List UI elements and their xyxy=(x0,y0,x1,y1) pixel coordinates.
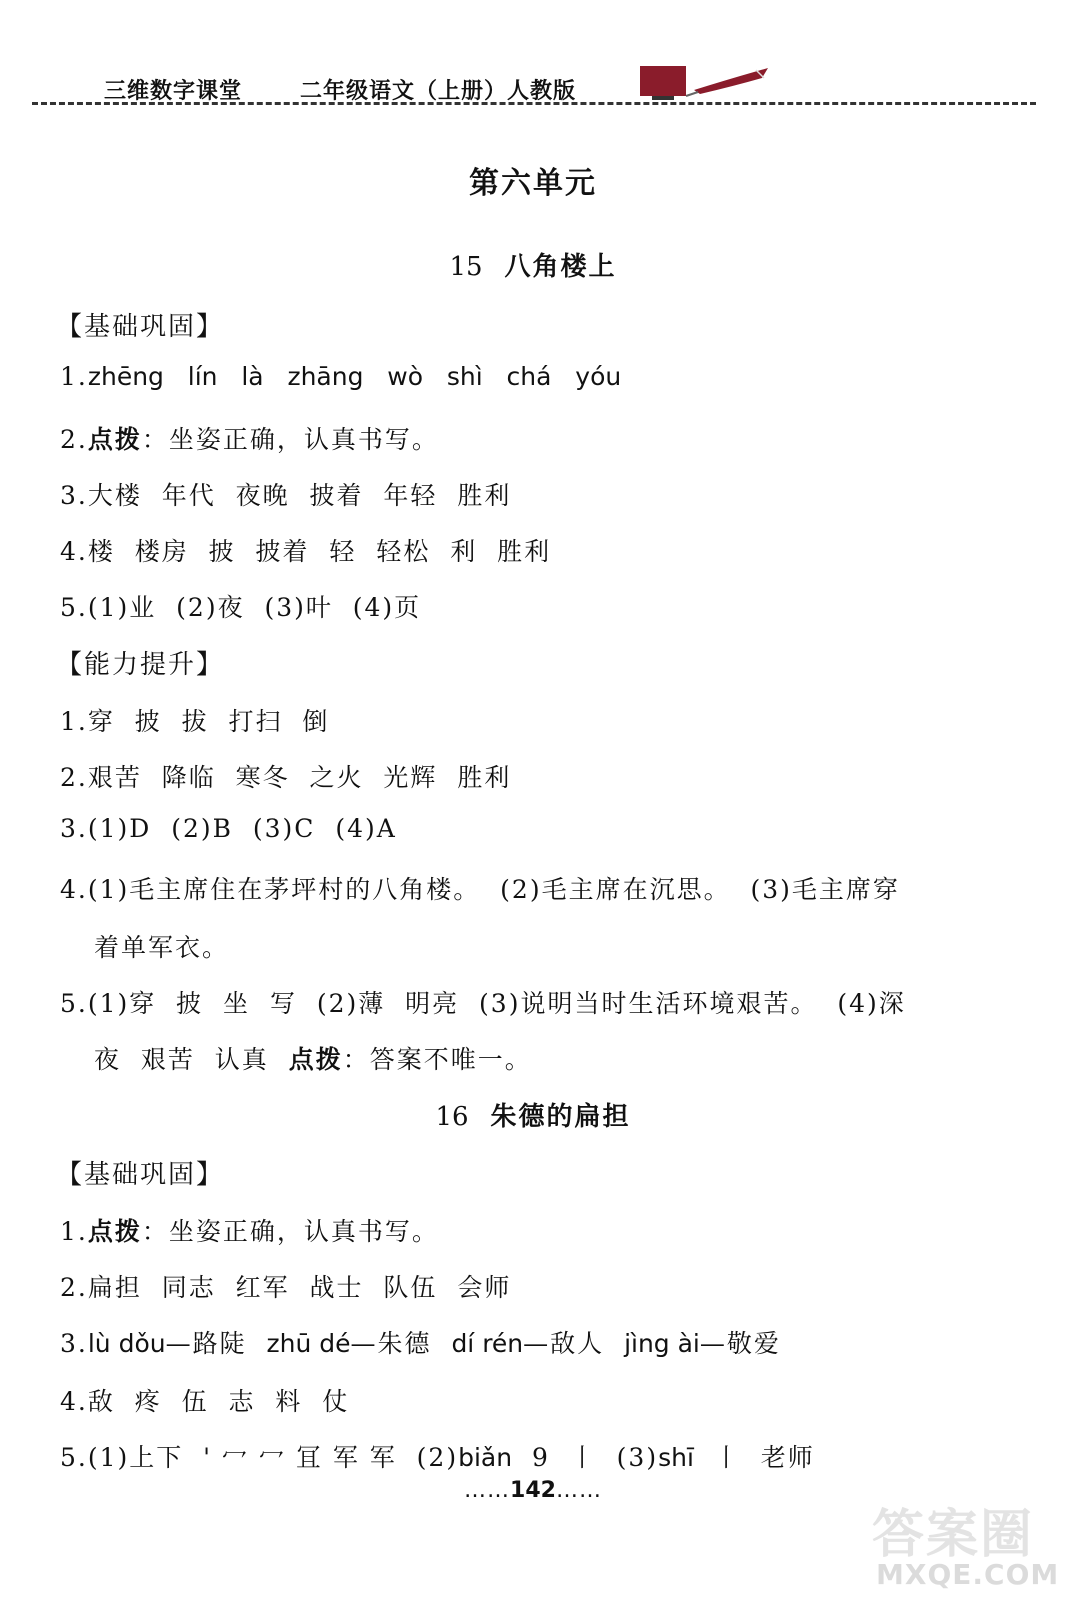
answer-text: ：坐姿正确，认真书写。 xyxy=(141,425,439,454)
answer-text: 9 丨 (3) xyxy=(512,1443,659,1472)
lesson-name: 朱德的扁担 xyxy=(490,1102,631,1132)
pinyin-answers: zhēng lín là zhāng wò shì chá yóu xyxy=(87,362,622,391)
header-book-title: 二年级语文（上册）人教版 xyxy=(300,79,577,104)
lesson-number: 16 xyxy=(435,1102,469,1132)
unit-title: 第六单元 xyxy=(469,166,597,201)
pinyin: lù dǒu xyxy=(87,1329,166,1358)
section-basic-16: 【基础巩固】 xyxy=(56,1160,225,1190)
answer-number: 1. xyxy=(60,362,88,391)
answer-number: 3. xyxy=(60,1329,88,1358)
answer-line: 5.(1)穿 披 坐 写 (2)薄 明亮 (3)说明当时生活环境艰苦。 (4)深 xyxy=(60,989,906,1018)
answer-line xyxy=(60,420,439,456)
answer-text: —路陡 xyxy=(165,1329,267,1358)
answer-number: 1. xyxy=(60,1217,88,1246)
tip-label: 点拨 xyxy=(288,1045,343,1074)
lesson-16-title xyxy=(0,1096,1066,1133)
lesson-name: 八角楼上 xyxy=(504,252,617,282)
page-header xyxy=(32,68,1036,108)
lesson-15-title xyxy=(0,246,1066,283)
pinyin: zhū dé xyxy=(266,1329,351,1358)
pinyin: dí rén xyxy=(451,1329,524,1358)
section-basic-15: 【基础巩固】 xyxy=(56,312,225,342)
answer-text: —朱德 xyxy=(350,1329,452,1358)
answer-text: —敬爱 xyxy=(699,1329,781,1358)
answer-line: 2.扁担 同志 红军 战士 队伍 会师 xyxy=(60,1273,512,1302)
footer-dots: …… xyxy=(464,1478,511,1503)
footer-dots: …… xyxy=(555,1478,602,1503)
lesson-number: 15 xyxy=(449,252,483,282)
header-brand: 三维数字课堂 xyxy=(104,79,243,104)
watermark-cn: 答案圈 xyxy=(872,1505,1035,1565)
pinyin: jìng ài xyxy=(624,1329,700,1358)
watermark-site: MXQE.COM xyxy=(876,1558,1060,1591)
section-ability-15: 【能力提升】 xyxy=(56,650,225,680)
answer-text: (2) xyxy=(396,1443,459,1472)
answer-line: 4.(1)毛主席住在茅坪村的八角楼。 (2)毛主席在沉思。 (3)毛主席穿 xyxy=(60,875,900,904)
answer-line: 1.穿 披 拔 打扫 倒 xyxy=(60,707,330,736)
tip-label: 点拨 xyxy=(87,425,142,454)
answer-line-continued xyxy=(94,1040,532,1076)
pinyin: shī xyxy=(658,1443,694,1472)
tip-label: 点拨 xyxy=(87,1217,142,1246)
stroke-order: ' 冖 冖 冝 军 军 xyxy=(203,1443,397,1472)
answer-line: 3.大楼 年代 夜晚 披着 年轻 胜利 xyxy=(60,481,512,510)
answer-text: 夜 艰苦 认真 xyxy=(94,1045,289,1074)
answer-line xyxy=(60,1324,781,1360)
answer-line: 5.(1)业 (2)夜 (3)叶 (4)页 xyxy=(60,593,422,622)
answer-text: ：坐姿正确，认真书写。 xyxy=(141,1217,439,1246)
pinyin: biǎn xyxy=(458,1443,513,1472)
header-divider xyxy=(32,102,1036,105)
watermark xyxy=(872,1484,1060,1594)
answer-text: 5.(1)上下 xyxy=(60,1443,204,1472)
answer-line xyxy=(60,362,621,391)
answer-text: 丨 老师 xyxy=(693,1443,815,1472)
answer-line-continued: 着单军衣。 xyxy=(94,933,230,962)
answer-line: 2.艰苦 降临 寒冬 之火 光辉 胜利 xyxy=(60,763,512,792)
page-number: 142 xyxy=(510,1478,556,1503)
answer-line xyxy=(60,1438,815,1474)
answer-line xyxy=(60,1212,439,1248)
answer-line: 3.(1)D (2)B (3)C (4)A xyxy=(60,814,397,843)
answer-line: 4.楼 楼房 披 披着 轻 轻松 利 胜利 xyxy=(60,537,552,566)
answer-number: 2. xyxy=(60,425,88,454)
answer-text: —敌人 xyxy=(523,1329,625,1358)
answer-text: ：答案不唯一。 xyxy=(342,1045,532,1074)
answer-line: 4.敌 疼 伍 志 料 仗 xyxy=(60,1387,350,1416)
